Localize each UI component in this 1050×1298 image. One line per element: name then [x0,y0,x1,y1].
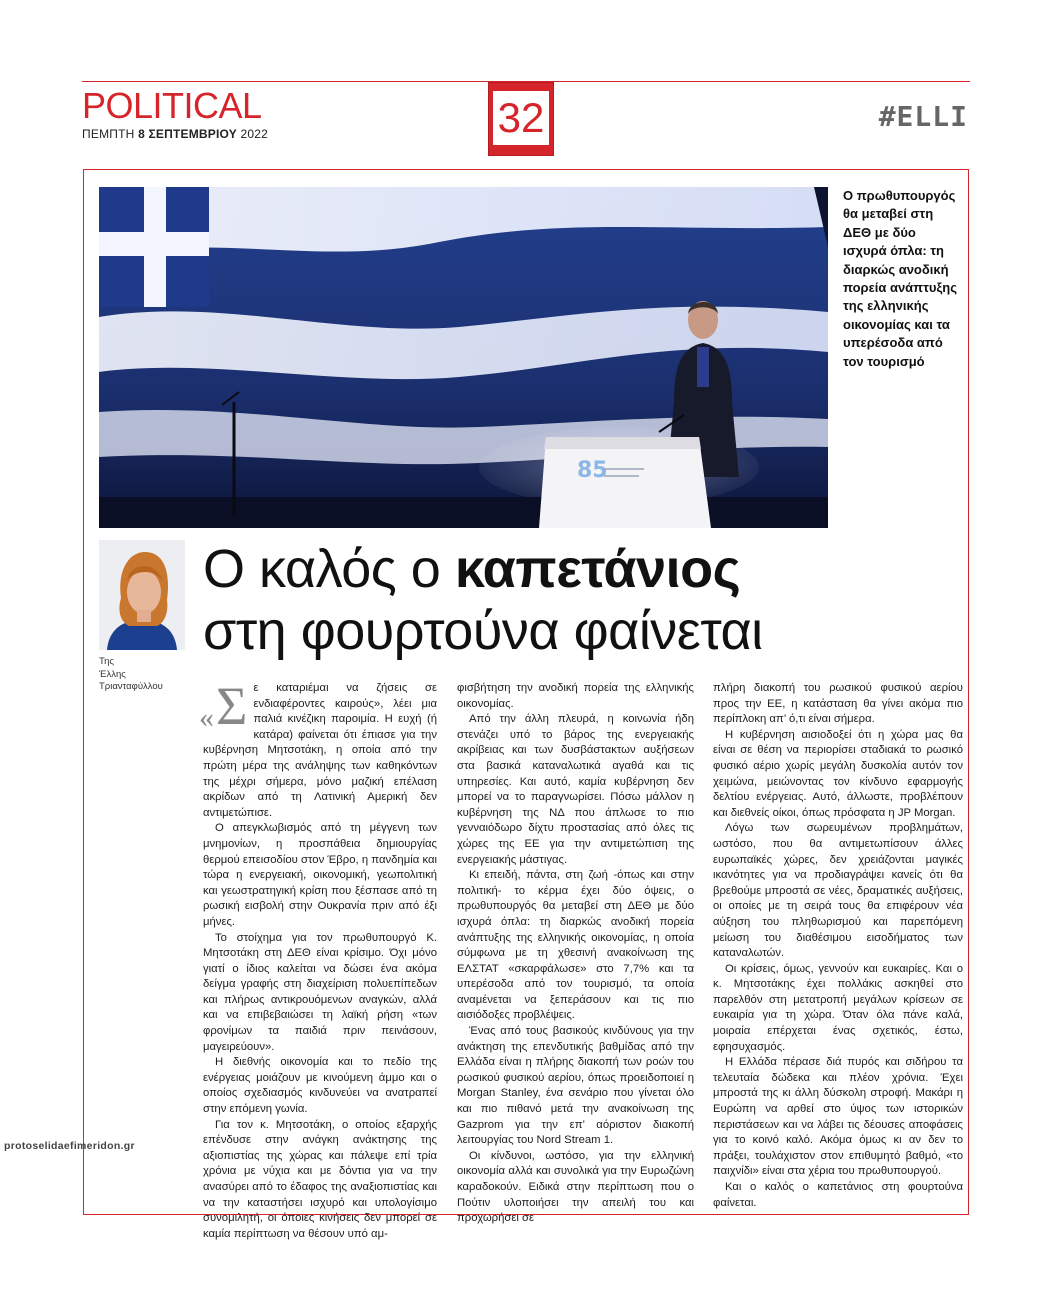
author-photo [99,540,185,650]
page-number-box [488,82,554,156]
paragraph-text: ε καταριέμαι να ζήσεις σε ενδιαφέροντες καιρούς», λέει μια παλιά κινέζικη παροιμία. Η ευχή (ή κατάρα) φαίνεται ότι έπιασε για την κυβέρνηση Μητσοτάκη, η οποία από την πρώτη μέρα της ανάληψης των καθηκόντων της μέχρι σήμερα, μόνο μαζική επέλαση ακρίδων από τη Λατινική Αμερική δεν αντιμετώπισε. [203,682,437,819]
page-number: 32 [493,91,549,145]
section-title: POLITICAL [82,85,262,126]
article-paragraph: Η Ελλάδα πέρασε διά πυρός και σιδήρου τα τελευταία δώδεκα και πλέον χρόνια. Έχει μπροστά της κι άλλη δύσκολη στροφή. Μακάρι η Ευρώπη να αρθεί στο ύψος των ιστορικών περιστάσεων και να λάβει τις δέουσες αποφάσεις για το κοινό καλό. Ακόμα όμως κι αν δεν το πράξει, τουλάχιστον στον επιθυμητό βαθμό, «το παιχνίδι» είναι στα χέρια του πρωθυπουργού. [713,1056,963,1178]
main-photo [99,187,828,528]
article-column-2 [457,681,694,1227]
author-portrait [99,540,185,650]
article-column-1 [199,676,437,1242]
article-paragraph: Η διεθνής οικονομία και το πεδίο της ενέργειας μοιάζουν με κινούμενη άμμο και ο οποίος σχεδιασμός κινδυνεύει να ανατραπεί στην επόμενη γωνία. [203,1056,437,1116]
site-watermark: protoselidaefimeridon.gr [4,1140,135,1152]
article-headline [203,538,963,662]
article-paragraph: Ο απεγκλωβισμός από τη μέγγενη των μνημονίων, η προσπάθεια δημιουργίας θερμού επεισοδίου στον Έβρο, η πανδημία και τώρα η ενεργειακή, οικονομική, γεωπολιτική και γεωστρατηγική κρίση που ξέσπασε από τη ρωσική εισβολή στην Ουκρανία πριν από έξι μήνες. [203,822,437,928]
author-prefix: Της [99,656,114,667]
article-paragraph: Από την άλλη πλευρά, η κοινωνία ήδη στενάζει υπό το βάρος της ενεργειακής ακρίβειας και των δυσβάστακτων αυξήσεων στα βασικά καταναλωτικά αγαθά και τις υπηρεσίες. Και αυτό, καμία κυβέρνηση δεν μπορεί να το παραγνωρίσει. Πόσω μάλλον η κυβέρνηση της ΝΔ που άπλωσε το πιο γενναιόδωρο δίχτυ προστασίας από όλες τις χώρες της ΕΕ για την αντιμετώπιση της ενεργειακής μάστιγας. [457,713,694,866]
section-tag: #ELLI [878,100,968,133]
headline-line-2: στη φουρτούνα φαίνεται [203,601,763,661]
issue-date [82,127,268,141]
article-column-3 [713,681,963,1211]
article-paragraph: πλήρη διακοπή του ρωσικού φυσικού αερίου προς την ΕΕ, η κατάσταση θα γίνει ακόμα πιο περίπλοκη απ’ ό,τι είναι σήμερα. [713,682,963,726]
svg-text:85: 85 [577,458,608,483]
issue-date-bold: 8 ΣΕΠΤΕΜΒΡΙΟΥ [138,127,237,141]
photo-caption: Ο πρωθυπουργός θα μεταβεί στη ΔΕΘ με δύο ισχυρά όπλα: τη διαρκώς ανοδική πορεία ανάπτυξης της ελληνικής οικονομίας και τα υπερέσοδα από τον τουρισμό [843,188,957,369]
article-paragraph: Λόγω των σωρευμένων προβλημάτων, ωστόσο, που θα αντιμετωπίσουν άλλες ευρωπαϊκές χώρες, δεν χρειάζονται μαγικές ικανότητες για να προδιαγράψει κανείς ότι θα βρεθούμε μπροστά σε νέες, δραματικές αυξήσεις, οι οποίες με τη σειρά τους θα επιφέρουν νέα αύξηση του πληθωρισμού και παρεπόμενη μείωση του διαθέσιμου εισοδήματος των καταναλωτών. [713,822,963,960]
article-paragraph [199,676,437,821]
article-paragraph: φισβήτηση την ανοδική πορεία της ελληνικής οικονομίας. [457,682,694,710]
article-paragraph: Και ο καλός ο καπετάνιος στη φουρτούνα φαίνεται. [713,1181,963,1209]
issue-day: ΠΕΜΠΤΗ [82,127,135,141]
article-paragraph: Οι κρίσεις, όμως, γεννούν και ευκαιρίες. Και ο κ. Μητσοτάκης έχει πολλάκις ασκηθεί στο παρελθόν στη μετατροπή μεγάλων κρίσεων σε ευκαιρία για τη χώρα. Όταν όλα πάνε καλά, μοιραία επέρχεται ένας σχετικός, έστω, εφησυχασμός. [713,962,963,1053]
podium-flag-illustration [99,187,828,528]
author-last-name: Τριανταφύλλου [99,681,163,692]
article-paragraph: Ένας από τους βασικούς κινδύνους για την ανάκτηση της επενδυτικής βαθμίδας από την Ελλάδα είναι η πλήρης διακοπή των ροών του ρωσικού φυσικού αερίου, όπως προειδοποιεί η Morgan Stanley, ένα σενάριο που γίνεται όλο και πιο πιθανό μετά την ανακοίνωση της Gazprom για την επ’ αόριστον διακοπή λειτουργίας του Nord Stream 1. [457,1025,694,1147]
dropcap [199,676,248,736]
dropcap-letter: Σ [216,676,248,736]
article-paragraph: Το στοίχημα για τον πρωθυπουργό Κ. Μητσοτάκη στη ΔΕΘ είναι κρίσιμο. Όχι μόνο γιατί ο ίδιος καλείται να δώσει ένα ακόμα δείγμα γραφής στη διαχείριση πολυεπίπεδων και πλήρως αντικρουόμενων αναγκών, αλλά και να επιβεβαιώσει τη λαϊκή ρήση «των φρονίμων τα παιδιά πριν πεινάσουν, μαγειρεύουν». [203,931,437,1053]
article-paragraph: Κι επειδή, πάντα, στη ζωή -όπως και στην πολιτική- το κέρμα έχει δύο όψεις, ο πρωθυπουργός θα μεταβεί στη ΔΕΘ με δύο ισχυρά όπλα: τη διαρκώς ανοδική πορεία ανάπτυξης της ελληνικής οικονομίας, η οποία σύμφωνα με τη χθεσινή ανακοίνωση της ΕΛΣΤΑΤ «σκαρφάλωσε» στο 7,7% και τα υπερέσοδα από τον τουρισμό, τα οποία αναμένεται να ξεπεράσουν και τις πιο αισιόδοξες προβλέψεις. [457,869,694,1022]
headline-bold: καπετάνιος [454,539,741,599]
dropcap-quote: « [199,701,214,734]
article-paragraph: Οι κίνδυνοι, ωστόσο, για την ελληνική οικονομία αλλά και συνολικά για την Ευρωζώνη καραδοκούν. Ειδικά στην περίπτωση που ο Πούτιν υλοποιήσει την απειλή του και προχωρήσει σε [457,1149,694,1225]
article-paragraph: Για τον κ. Μητσοτάκη, ο οποίος εξαρχής επένδυσε στην ανάγκη ανάκτησης της αξιοπιστίας της χώρας και πάλεψε επί τρία χρόνια με νύχια και με δόντια για να την ανασύρει από το έδαφος της αναξιοπιστίας και να την καταστήσει ισχυρό και υπολογίσιμο συνομιλητή, οι όποιες κινήσεις δεν μπορεί σε καμία περίπτωση να θέσουν υπό αμ- [203,1118,437,1240]
issue-year: 2022 [240,127,268,141]
headline-light: Ο καλός ο [203,539,455,599]
headline-line-1 [203,538,963,600]
author-byline [99,656,185,694]
author-first-name: Έλλης [99,668,126,680]
article-paragraph: Η κυβέρνηση αισιοδοξεί ότι η χώρα μας θα είναι σε θέση να περιορίσει σταδιακά το ρωσικό φυσικό αέριο χωρίς μεγάλη δυσκολία αυτόν τον χειμώνα, μειώνοντας τον κίνδυνο εφαρμογής δελτίου ενέργειας. Αυτό, άλλωστε, προβλέπουν και διεθνείς οίκοι, όπως πρόσφατα η JP Morgan. [713,728,963,819]
